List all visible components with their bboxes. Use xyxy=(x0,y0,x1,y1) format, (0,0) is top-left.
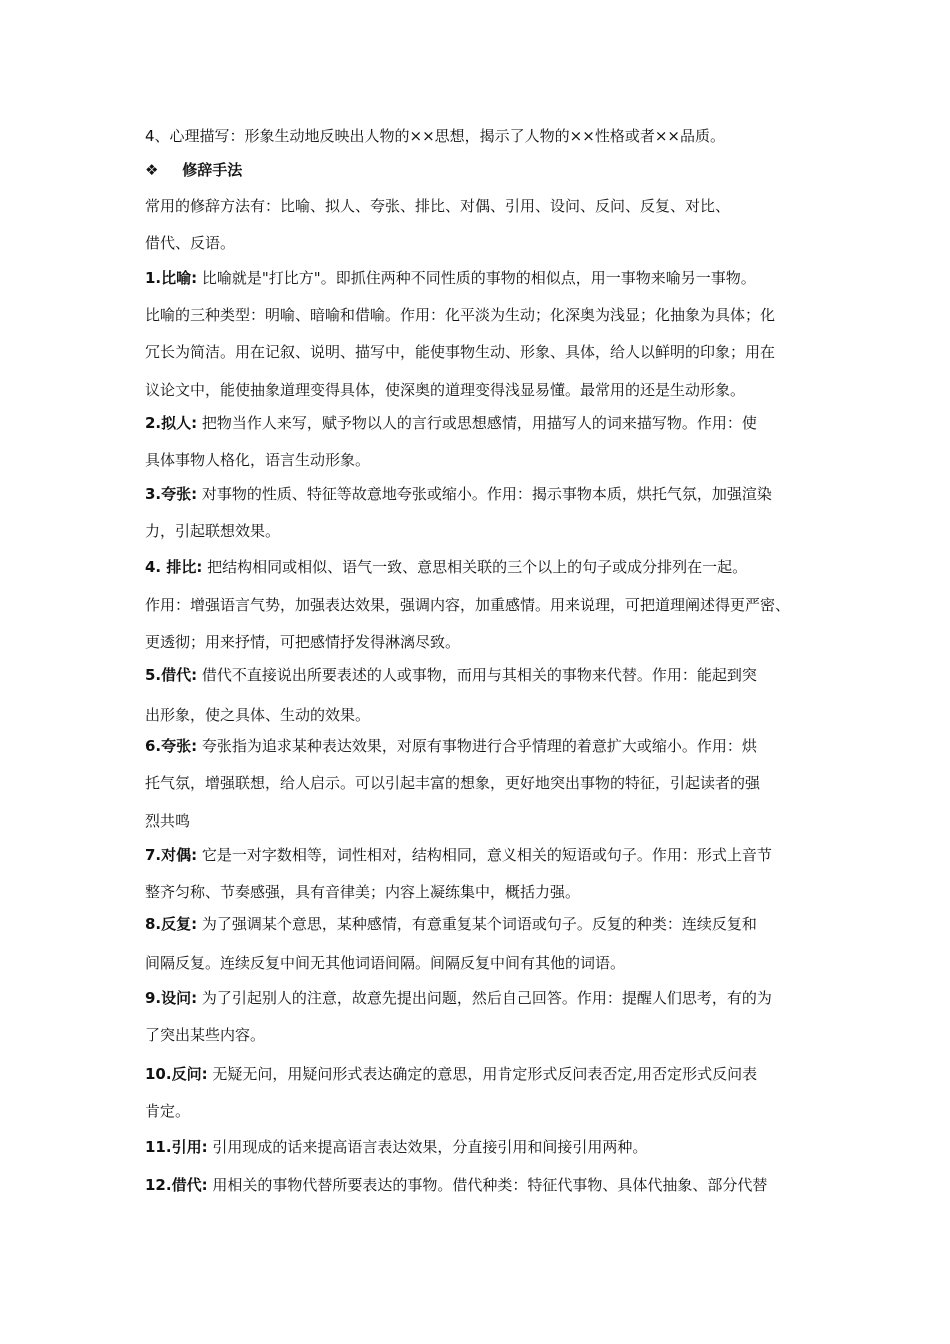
term-label: 2.拟人: xyxy=(145,414,198,432)
paragraph-line xyxy=(145,914,815,934)
text-line: 整齐匀称、节奏感强，具有音律美；内容上凝练集中，概括力强。 xyxy=(145,883,581,901)
paragraph-line xyxy=(145,736,815,756)
term-text: 比喻就是"打比方"。即抓住两种不同性质的事物的相似点，用一事物来喻另一事物。 xyxy=(197,269,756,287)
diamond-bullet-icon: ❖ xyxy=(145,161,159,179)
text-line: 托气氛，增强联想，给人启示。可以引起丰富的想象，更好地突出事物的特征，引起读者的强 xyxy=(145,774,761,792)
term-label: 9.设问: xyxy=(145,989,198,1007)
term-text: 为了引起别人的注意，故意先提出问题，然后自己回答。作用：提醒人们思考，有的为 xyxy=(197,989,772,1007)
text-line: 具体事物人格化，语言生动形象。 xyxy=(145,451,371,469)
text-line: 4、心理描写：形象生动地反映出人物的××思想，揭示了人物的××性格或者××品质。 xyxy=(145,127,725,145)
text-line: 作用：增强语言气势，加强表达效果，强调内容，加重感情。用来说理，可把道理阐述得更严密、 xyxy=(145,596,791,614)
paragraph-line xyxy=(145,845,815,865)
term-text: 用相关的事物代替所要表达的事物。借代种类：特征代事物、具体代抽象、部分代替 xyxy=(207,1176,768,1194)
paragraph-line xyxy=(145,988,815,1008)
term-label: 6.夸张: xyxy=(145,737,198,755)
text-line: 更透彻；用来抒情，可把感情抒发得淋漓尽致。 xyxy=(145,633,461,651)
text-line: 冗长为简洁。用在记叙、说明、描写中，能使事物生动、形象、具体，给人以鲜明的印象；用在 xyxy=(145,343,776,361)
term-label: 4. 排比: xyxy=(145,558,203,576)
text-line: 间隔反复。连续反复中间无其他词语间隔。间隔反复中间有其他的词语。 xyxy=(145,954,626,972)
term-label: 7.对偶: xyxy=(145,846,198,864)
term-text: 引用现成的话来提高语言表达效果，分直接引用和间接引用两种。 xyxy=(207,1138,648,1156)
section-heading-text: 修辞手法 xyxy=(182,161,243,179)
term-label: 1.比喻: xyxy=(145,269,198,287)
term-text: 借代不直接说出所要表述的人或事物，而用与其相关的事物来代替。作用：能起到突 xyxy=(197,666,757,684)
paragraph-line xyxy=(145,1064,815,1084)
term-label: 5.借代: xyxy=(145,666,198,684)
term-text: 无疑无问，用疑问形式表达确定的意思，用肯定形式反问表否定,用否定形式反问表 xyxy=(207,1065,758,1083)
text-line: 常用的修辞方法有：比喻、拟人、夸张、排比、对偶、引用、设问、反问、反复、对比、 xyxy=(145,197,731,215)
paragraph-line xyxy=(145,557,815,577)
term-text: 对事物的性质、特征等故意地夸张或缩小。作用：揭示事物本质，烘托气氛，加强渲染 xyxy=(197,485,772,503)
term-label: 8.反复: xyxy=(145,915,198,933)
text-line: 比喻的三种类型：明喻、暗喻和借喻。作用：化平淡为生动；化深奥为浅显；化抽象为具体；化 xyxy=(145,306,776,324)
paragraph-line xyxy=(145,1175,815,1195)
term-text: 它是一对字数相等，词性相对，结构相同，意义相关的短语或句子。作用：形式上音节 xyxy=(197,846,772,864)
paragraph-line xyxy=(145,484,815,504)
paragraph-line xyxy=(145,268,815,288)
paragraph-line xyxy=(145,413,815,433)
term-label: 3.夸张: xyxy=(145,485,198,503)
text-line: 烈共鸣 xyxy=(145,812,191,830)
section-heading xyxy=(145,160,815,180)
text-line: 肯定。 xyxy=(145,1102,191,1120)
text-line: 出形象，使之具体、生动的效果。 xyxy=(145,706,371,724)
paragraph-line xyxy=(145,1137,815,1157)
term-text: 把结构相同或相似、语气一致、意思相关联的三个以上的句子或成分排列在一起。 xyxy=(202,558,748,576)
term-text: 为了强调某个意思，某种感情，有意重复某个词语或句子。反复的种类：连续反复和 xyxy=(197,915,757,933)
text-line: 借代、反语。 xyxy=(145,234,236,252)
term-text: 夸张指为追求某种表达效果，对原有事物进行合乎情理的着意扩大或缩小。作用：烘 xyxy=(197,737,757,755)
paragraph-line xyxy=(145,665,815,685)
term-label: 12.借代: xyxy=(145,1176,208,1194)
term-text: 把物当作人来写，赋予物以人的言行或思想感情，用描写人的词来描写物。作用：使 xyxy=(197,414,757,432)
term-label: 10.反问: xyxy=(145,1065,208,1083)
term-label: 11.引用: xyxy=(145,1138,208,1156)
text-line: 议论文中，能使抽象道理变得具体，使深奥的道理变得浅显易懂。最常用的还是生动形象。 xyxy=(145,381,746,399)
text-line: 力，引起联想效果。 xyxy=(145,522,281,540)
text-line: 了突出某些内容。 xyxy=(145,1026,266,1044)
